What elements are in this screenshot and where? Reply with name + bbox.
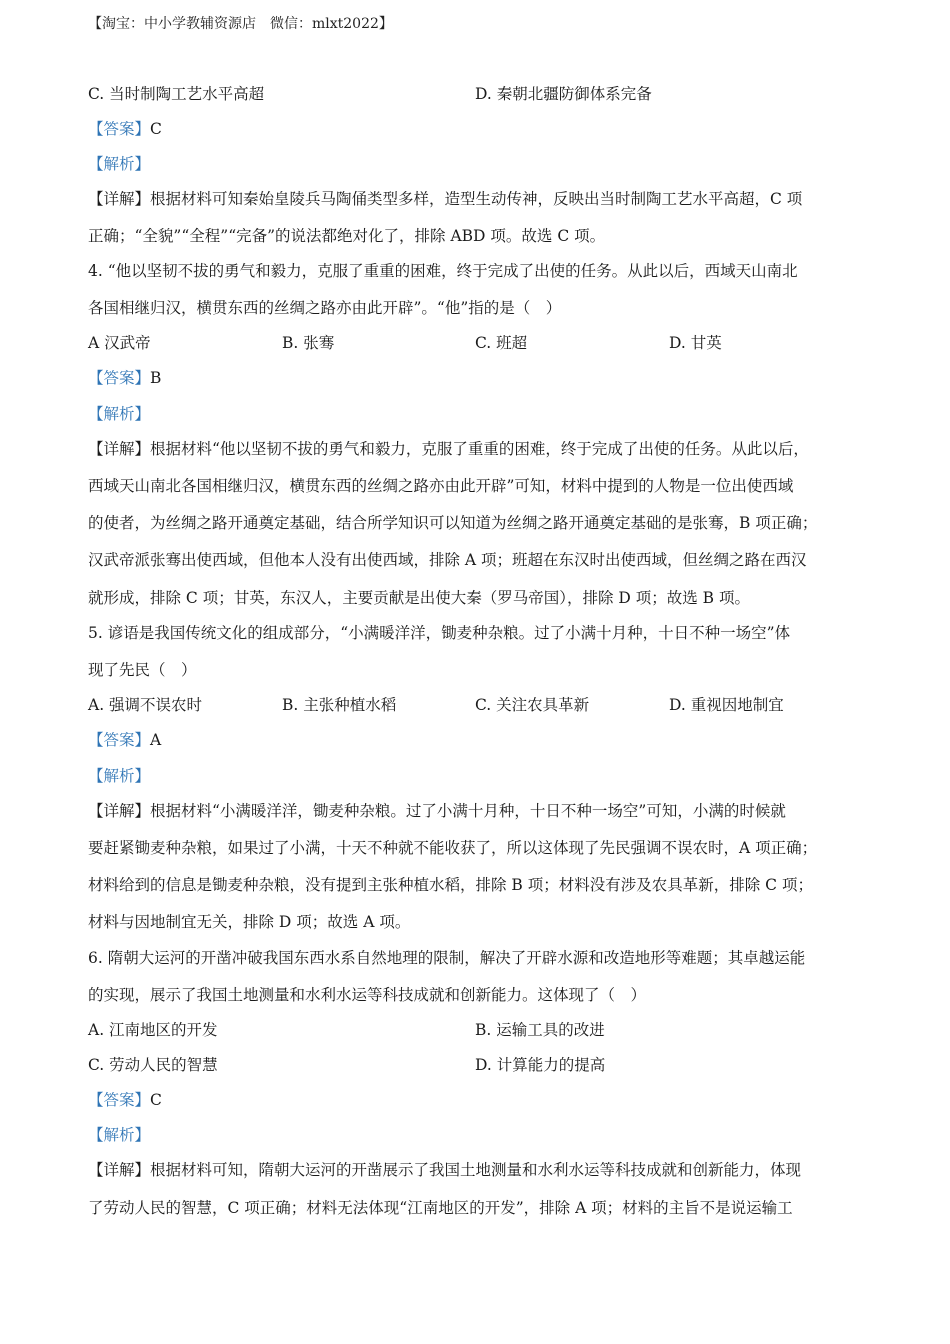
q6-analysis-label: 【解析】 xyxy=(88,1126,151,1144)
q6-option-a: A. 江南地区的开发 xyxy=(88,1021,218,1039)
q3-option-c: C. 当时制陶工艺水平高超 xyxy=(88,85,265,103)
q5-detail-line: 【详解】根据材料“小满暖洋洋，锄麦种杂粮。过了小满十月种，十日不种一场空”可知，小满的时候就 xyxy=(88,802,786,820)
q5-option-d: D. 重视因地制宜 xyxy=(669,696,784,714)
q5-option-c: C. 关注农具革新 xyxy=(475,696,590,714)
q3-detail-line: 【详解】根据材料可知秦始皇陵兵马陶俑类型多样，造型生动传神，反映出当时制陶工艺水平高超，C 项 xyxy=(88,190,803,208)
q6-stem-line: 6. 隋朝大运河的开凿冲破我国东西水系自然地理的限制，解决了开辟水源和改造地形等难题；其卓越运能 xyxy=(88,949,806,967)
q6-stem-line: 的实现，展示了我国土地测量和水利水运等科技成就和创新能力。这体现了（ ） xyxy=(88,986,647,1004)
q3-analysis-label: 【解析】 xyxy=(88,155,151,173)
q3-detail-line: 正确；“全貌”“全程”“完备”的说法都绝对化了，排除 ABD 项。故选 C 项。 xyxy=(88,227,606,245)
q4-stem-line: 4. “他以坚韧不拔的勇气和毅力，克服了重重的困难，终于完成了出使的任务。从此以后，西域天山南北 xyxy=(88,262,798,280)
answer-value: B xyxy=(150,369,162,387)
q4-detail-line: 西域天山南北各国相继归汉，横贯东西的丝绸之路亦由此开辟”可知，材料中提到的人物是一位出使西域 xyxy=(88,477,794,495)
q4-option-b: B. 张骞 xyxy=(282,334,335,352)
q5-detail-line: 材料给到的信息是锄麦种杂粮，没有提到主张种植水稻，排除 B 项；材料没有涉及农具革新，排除 C 项； xyxy=(88,876,813,894)
answer-value: A xyxy=(150,731,162,749)
q5-answer xyxy=(88,728,868,750)
q6-option-d: D. 计算能力的提高 xyxy=(475,1056,606,1074)
q5-stem-line: 5. 谚语是我国传统文化的组成部分，“小满暖洋洋，锄麦种杂粮。过了小满十月种，十日不种一场空”体 xyxy=(88,624,791,642)
q5-detail-line: 材料与因地制宜无关，排除 D 项；故选 A 项。 xyxy=(88,913,411,931)
answer-label: 【答案】 xyxy=(88,120,151,138)
q5-detail-line: 要赶紧锄麦种杂粮，如果过了小满，十天不种就不能收获了，所以这体现了先民强调不误农时，A 项正确； xyxy=(88,839,818,857)
q5-option-a: A. 强调不误农时 xyxy=(88,696,203,714)
answer-label: 【答案】 xyxy=(88,1091,151,1109)
q4-analysis-label: 【解析】 xyxy=(88,405,151,423)
q4-option-a: A 汉武帝 xyxy=(88,334,151,352)
q4-answer xyxy=(88,366,868,388)
q4-detail-line: 汉武帝派张骞出使西域，但他本人没有出使西域，排除 A 项；班超在东汉时出使西域，但丝绸之路在西汉 xyxy=(88,551,807,569)
answer-value: C xyxy=(150,1091,162,1109)
q6-answer xyxy=(88,1088,868,1110)
q6-detail-line: 了劳动人民的智慧，C 项正确；材料无法体现“江南地区的开发”，排除 A 项；材料的主旨不是说运输工 xyxy=(88,1199,793,1217)
q3-answer xyxy=(88,117,868,139)
q4-detail-line: 就形成，排除 C 项；甘英，东汉人，主要贡献是出使大秦（罗马帝国），排除 D 项；故选 B 项。 xyxy=(88,589,750,607)
answer-label: 【答案】 xyxy=(88,369,151,387)
q5-analysis-label: 【解析】 xyxy=(88,767,151,785)
q5-stem-line: 现了先民（ ） xyxy=(88,661,197,679)
q4-detail-line: 的使者，为丝绸之路开通奠定基础，结合所学知识可以知道为丝绸之路开通奠定基础的是张骞，B 项正确； xyxy=(88,514,818,532)
q6-option-b: B. 运输工具的改进 xyxy=(475,1021,605,1039)
page-header: 【淘宝：中小学教辅资源店 微信：mlxt2022】 xyxy=(88,16,393,32)
q3-option-d: D. 秦朝北疆防御体系完备 xyxy=(475,85,652,103)
q4-stem-line: 各国相继归汉，横贯东西的丝绸之路亦由此开辟”。“他”指的是（ ） xyxy=(88,299,562,317)
q6-option-c: C. 劳动人民的智慧 xyxy=(88,1056,218,1074)
q4-option-c: C. 班超 xyxy=(475,334,528,352)
answer-label: 【答案】 xyxy=(88,731,151,749)
answer-value: C xyxy=(150,120,162,138)
q6-detail-line: 【详解】根据材料可知，隋朝大运河的开凿展示了我国土地测量和水利水运等科技成就和创新能力，体现 xyxy=(88,1161,802,1179)
q4-option-d: D. 甘英 xyxy=(669,334,722,352)
q4-detail-line: 【详解】根据材料“他以坚韧不拔的勇气和毅力，克服了重重的困难，终于完成了出使的任务。从此以后， xyxy=(88,440,809,458)
q5-option-b: B. 主张种植水稻 xyxy=(282,696,397,714)
